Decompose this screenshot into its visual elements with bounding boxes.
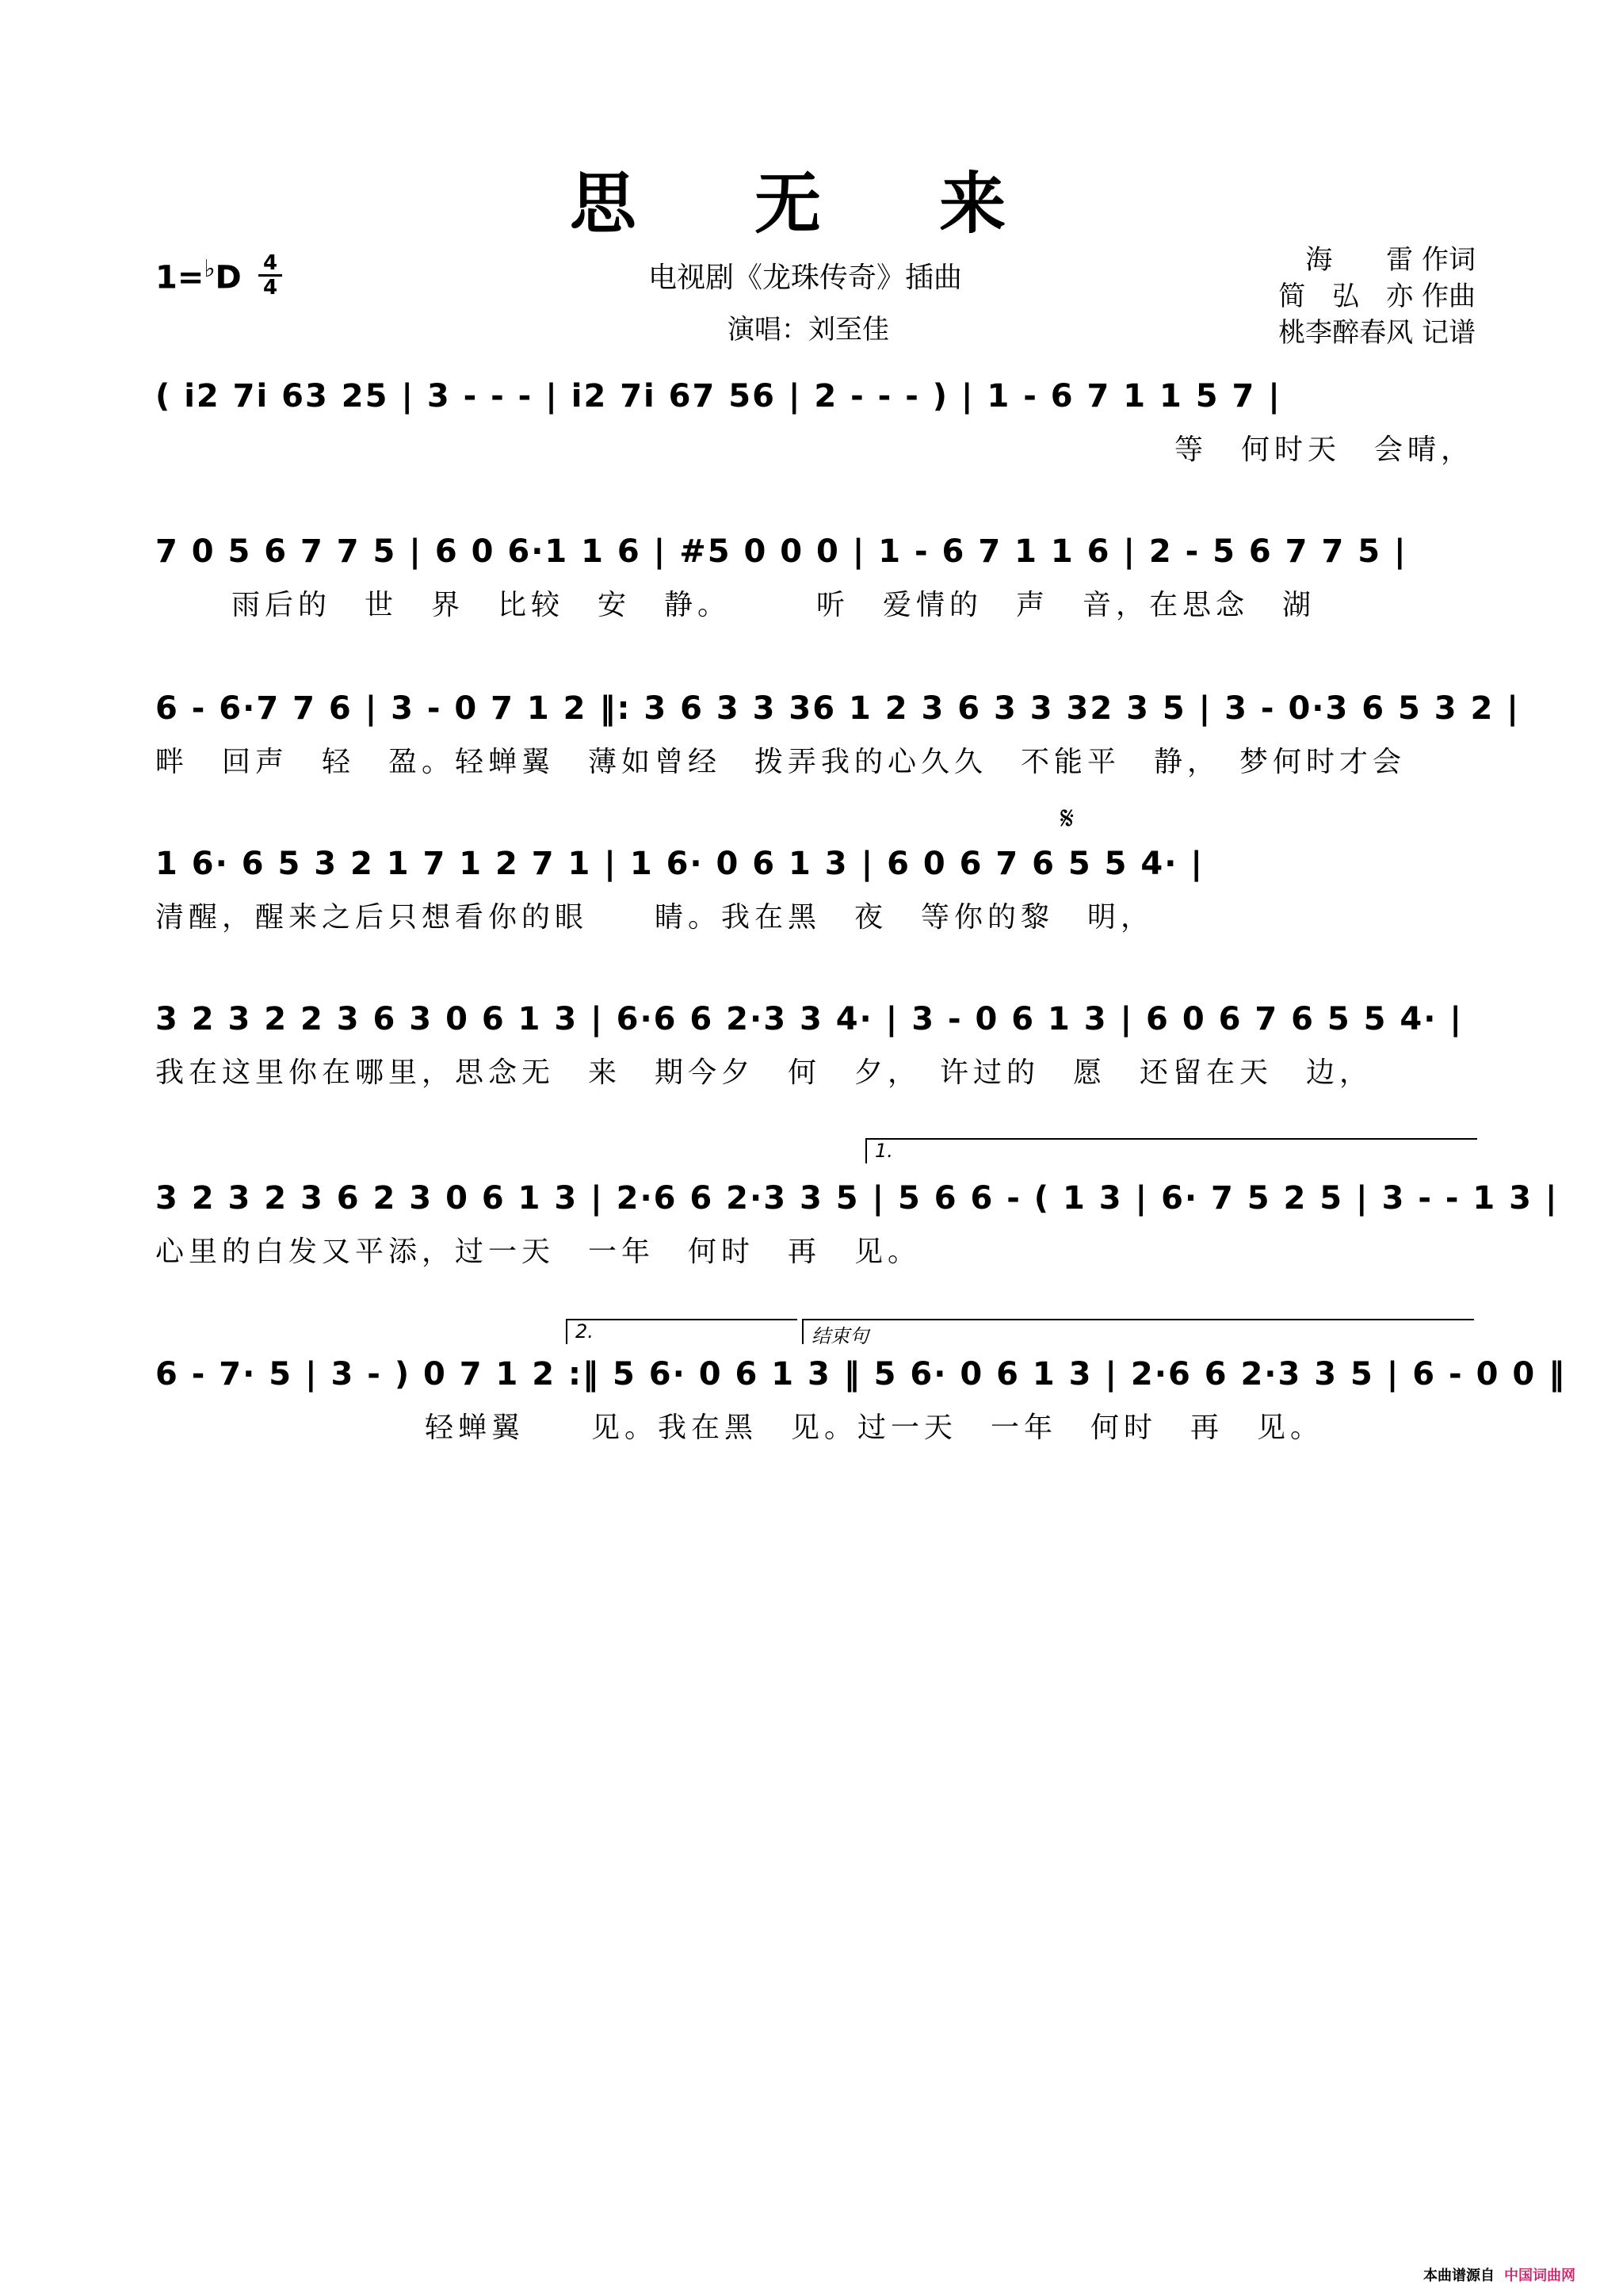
lyric-line: 轻蝉翼 见。我在黑 见。过一天 一年 何时 再 见。 bbox=[425, 1412, 1324, 1444]
lyric-line: 心里的白发又平添，过一天 一年 何时 再 见。 bbox=[155, 1236, 922, 1268]
notation-line: 6 - 6·7 7 6 | 3 - 0 7 1 2 ‖: 3 6 3 3 36 1 2 3 6 3 3 32 3 5 | 3 - 0·3 6 5 3 2 | bbox=[155, 690, 1520, 727]
subtitle: 电视剧《龙珠传奇》插曲 bbox=[648, 262, 963, 294]
notation-line: 3 2 3 2 2 3 6 3 0 6 1 3 | 6·6 6 2·3 3 4· | 3 - 0 6 1 3 | 6 0 6 7 6 5 5 4· | bbox=[155, 1001, 1463, 1037]
key-prefix: 1= bbox=[155, 259, 204, 296]
score-line-5 bbox=[155, 1000, 1474, 1091]
flat-sign: ♭ bbox=[204, 255, 216, 283]
footer-site-link[interactable]: 中国词曲网 bbox=[1504, 2267, 1575, 2284]
singer: 演唱：刘至佳 bbox=[727, 314, 889, 346]
page-title: 思 无 来 bbox=[569, 164, 1054, 243]
score-line-7 bbox=[155, 1355, 1567, 1446]
lyric-line: 清醒，醒来之后只想看你的眼 睛。我在黑 夜 等你的黎 明， bbox=[155, 901, 1155, 934]
composer-credit: 简 弘 亦 作曲 bbox=[1278, 281, 1476, 312]
segno-sign: 𝄋 bbox=[1060, 800, 1075, 837]
second-ending-bracket: 2. bbox=[566, 1319, 797, 1344]
lyric-line: 我在这里你在哪里，思念无 来 期今夕 何 夕， 许过的 愿 还留在天 边， bbox=[155, 1056, 1373, 1089]
notation-line: 7 0 5 6 7 7 5 | 6 0 6·1 1 6 | #5 0 0 0 | 1 - 6 7 1 1 6 | 2 - 5 6 7 7 5 | bbox=[155, 533, 1407, 570]
notation-line: 6 - 7· 5 | 3 - ) 0 7 1 2 :‖ 5 6· 0 6 1 3 ‖ 5 6· 0 6 1 3 | 2·6 6 2·3 3 5 | 6 - 0 0 ‖ bbox=[155, 1356, 1567, 1392]
meter-bottom: 4 bbox=[258, 274, 282, 299]
notation-line: 3 2 3 2 3 6 2 3 0 6 1 3 | 2·6 6 2·3 3 5 | 5 6 6 - ( 1 3 | 6· 7 5 2 5 | 3 - - 1 3 | bbox=[155, 1180, 1559, 1217]
notation-line: 1 6· 6 5 3 2 1 7 1 2 7 1 | 1 6· 0 6 1 3 | 6 0 6 7 6 5 5 4· | bbox=[155, 846, 1204, 882]
meter-top: 4 bbox=[262, 251, 278, 275]
key-signature bbox=[155, 255, 242, 296]
source-footer bbox=[1423, 2264, 1575, 2285]
score-line-1 bbox=[155, 377, 1474, 468]
key-note: D bbox=[215, 259, 242, 296]
time-signature bbox=[258, 252, 282, 299]
score-line-4 bbox=[155, 845, 1474, 935]
lyric-line: 雨后的 世 界 比较 安 静。 听 爱情的 声 音，在思念 湖 bbox=[231, 589, 1316, 621]
first-ending-bracket: 1. bbox=[865, 1138, 1477, 1163]
notation-line: ( i2 7i 63 25 | 3 - - - | i2 7i 67 56 | 2 - - - ) | 1 - 6 7 1 1 5 7 | bbox=[155, 378, 1281, 415]
lyricist-credit: 海 雷 作词 bbox=[1305, 244, 1476, 276]
score-line-6 bbox=[155, 1179, 1559, 1270]
lyric-line: 等 何时天 会晴， bbox=[1174, 434, 1474, 466]
lyric-line: 畔 回声 轻 盈。轻蝉翼 薄如曾经 拨弄我的心久久 不能平 静， 梦何时才会 bbox=[155, 746, 1407, 778]
ending-phrase-bracket: 结束句 bbox=[802, 1319, 1474, 1344]
footer-source-text: 本曲谱源自 bbox=[1423, 2267, 1495, 2284]
score-line-2 bbox=[155, 533, 1474, 623]
score-line-3 bbox=[155, 690, 1520, 780]
transcriber-credit: 桃李醉春风 记谱 bbox=[1278, 317, 1476, 349]
